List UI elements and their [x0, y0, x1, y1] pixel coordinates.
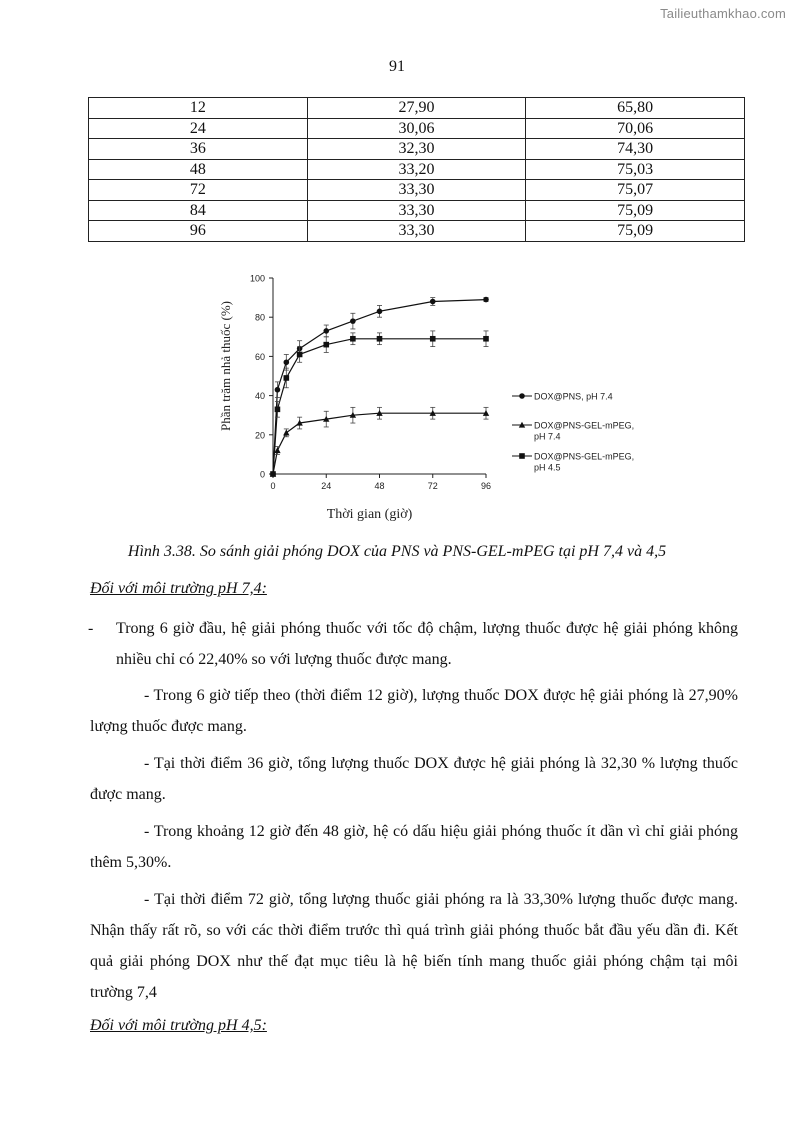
data-point	[430, 336, 436, 342]
y-tick-label: 100	[249, 273, 265, 284]
data-point	[350, 336, 356, 342]
series-line	[273, 413, 486, 474]
paragraph-text: - Tại thời điểm 36 giờ, tổng lượng thuốc DOX được hệ giải phóng là 32,30 % lượng thuốc được mang.	[90, 755, 738, 803]
table-cell: 75,09	[526, 221, 745, 242]
data-point	[519, 393, 525, 399]
table-cell: 32,30	[307, 139, 526, 160]
table-cell: 12	[89, 98, 308, 119]
table-cell: 65,80	[526, 98, 745, 119]
y-tick-label: 20	[254, 430, 265, 441]
table-cell: 24	[89, 118, 308, 139]
data-point	[275, 387, 281, 393]
table-cell: 33,20	[307, 159, 526, 180]
table-cell: 74,30	[526, 139, 745, 160]
data-point	[275, 407, 281, 413]
series-0	[270, 297, 489, 477]
table-cell: 48	[89, 159, 308, 180]
table-cell: 33,30	[307, 200, 526, 221]
y-tick-label: 0	[259, 469, 265, 480]
y-tick-label: 60	[254, 351, 265, 362]
chart-svg	[200, 262, 660, 532]
table-cell: 96	[89, 221, 308, 242]
table-row	[89, 180, 745, 201]
x-tick-label: 48	[374, 481, 385, 491]
table-body	[89, 98, 745, 242]
legend-entry-2	[512, 452, 634, 473]
section-heading-ph74: Đối với môi trường pH 7,4:	[90, 580, 267, 597]
x-tick-label: 0	[270, 481, 276, 491]
data-point	[483, 297, 489, 303]
data-point	[350, 318, 356, 324]
series-1	[270, 407, 489, 476]
table-row	[89, 98, 745, 119]
figure-caption: Hình 3.38. So sánh giải phóng DOX của PNS và PNS-GEL-mPEG tại pH 7,4 và 4,5	[127, 543, 667, 560]
legend-entry-1	[512, 421, 634, 442]
y-tick-label: 80	[254, 312, 265, 323]
data-point	[323, 342, 329, 348]
paragraph-12-to-48-hours	[90, 816, 738, 878]
table-row	[89, 159, 745, 180]
table-cell: 84	[89, 200, 308, 221]
legend-entry-0	[512, 392, 613, 402]
legend-label: DOX@PNS-GEL-mPEG,	[534, 451, 635, 462]
paragraph-text: - Trong 6 giờ tiếp theo (thời điểm 12 giờ), lượng thuốc DOX được hệ giải phóng là 27,90% lượng thuốc được mang.	[90, 687, 738, 735]
bullet-dash: -	[88, 620, 94, 637]
table-cell: 75,03	[526, 159, 745, 180]
series-2	[270, 331, 489, 477]
legend-label: DOX@PNS, pH 7.4	[534, 391, 613, 402]
paragraph-36-hours	[90, 748, 738, 810]
series-line	[273, 339, 486, 474]
legend-label: pH 7.4	[534, 431, 561, 442]
paragraph-next-6-hours	[90, 680, 738, 742]
table-cell: 70,06	[526, 118, 745, 139]
section-heading-ph45: Đối với môi trường pH 4,5:	[90, 1017, 267, 1034]
x-axis-label: Thời gian (giờ)	[326, 507, 413, 522]
table-cell: 72	[89, 180, 308, 201]
data-point	[284, 359, 290, 365]
paragraph-text: Trong 6 giờ đầu, hệ giải phóng thuốc với tốc độ chậm, lượng thuốc được hệ giải phóng không nhiều chỉ có 22,40% so với lượng thuốc được mang.	[116, 620, 738, 668]
x-tick-label: 96	[480, 481, 492, 491]
data-point	[377, 309, 383, 315]
x-tick-label: 72	[427, 481, 438, 491]
legend-label: DOX@PNS-GEL-mPEG,	[534, 420, 635, 431]
table-cell: 33,30	[307, 221, 526, 242]
data-point	[270, 471, 276, 477]
paragraph-72-hours	[90, 884, 738, 1008]
data-point	[430, 299, 436, 305]
paragraph-text: - Trong khoảng 12 giờ đến 48 giờ, hệ có dấu hiệu giải phóng thuốc ít dần vì chỉ giải phóng thêm 5,30%.	[90, 823, 738, 871]
y-tick-label: 40	[254, 391, 265, 402]
page-number: 91	[389, 58, 405, 75]
data-point	[297, 352, 303, 358]
series-line	[273, 300, 486, 474]
x-tick-label: 24	[321, 481, 332, 491]
paragraph-first-6-hours	[88, 613, 738, 675]
release-chart	[200, 262, 660, 532]
table-row	[89, 118, 745, 139]
release-data-table	[88, 97, 745, 242]
table-row	[89, 139, 745, 160]
watermark: Tailieuthamkhao.com	[660, 6, 786, 21]
data-point	[519, 453, 525, 459]
data-point	[377, 336, 383, 342]
legend-label: pH 4.5	[534, 462, 561, 473]
table-row	[89, 200, 745, 221]
table-cell: 75,07	[526, 180, 745, 201]
paragraph-text: - Tại thời điểm 72 giờ, tổng lượng thuốc giải phóng ra là 33,30% lượng thuốc được mang. Nhận thấy rất rõ, so với các thời điểm trước thì quá trình giải phóng thuốc bắt đầu yếu dần đi. Kết quả giải phóng DOX như thế đạt mục tiêu là hệ biến tính mang thuốc giải phóng chậm tại môi trường 7,4	[90, 891, 738, 1001]
y-axis-label: Phần trăm nhả thuốc (%)	[218, 301, 233, 431]
table-cell: 36	[89, 139, 308, 160]
table-cell: 75,09	[526, 200, 745, 221]
data-point	[483, 336, 489, 342]
table-cell: 33,30	[307, 180, 526, 201]
table-row	[89, 221, 745, 242]
table-cell: 27,90	[307, 98, 526, 119]
table-cell: 30,06	[307, 118, 526, 139]
data-point	[323, 328, 329, 334]
data-point	[284, 375, 290, 381]
